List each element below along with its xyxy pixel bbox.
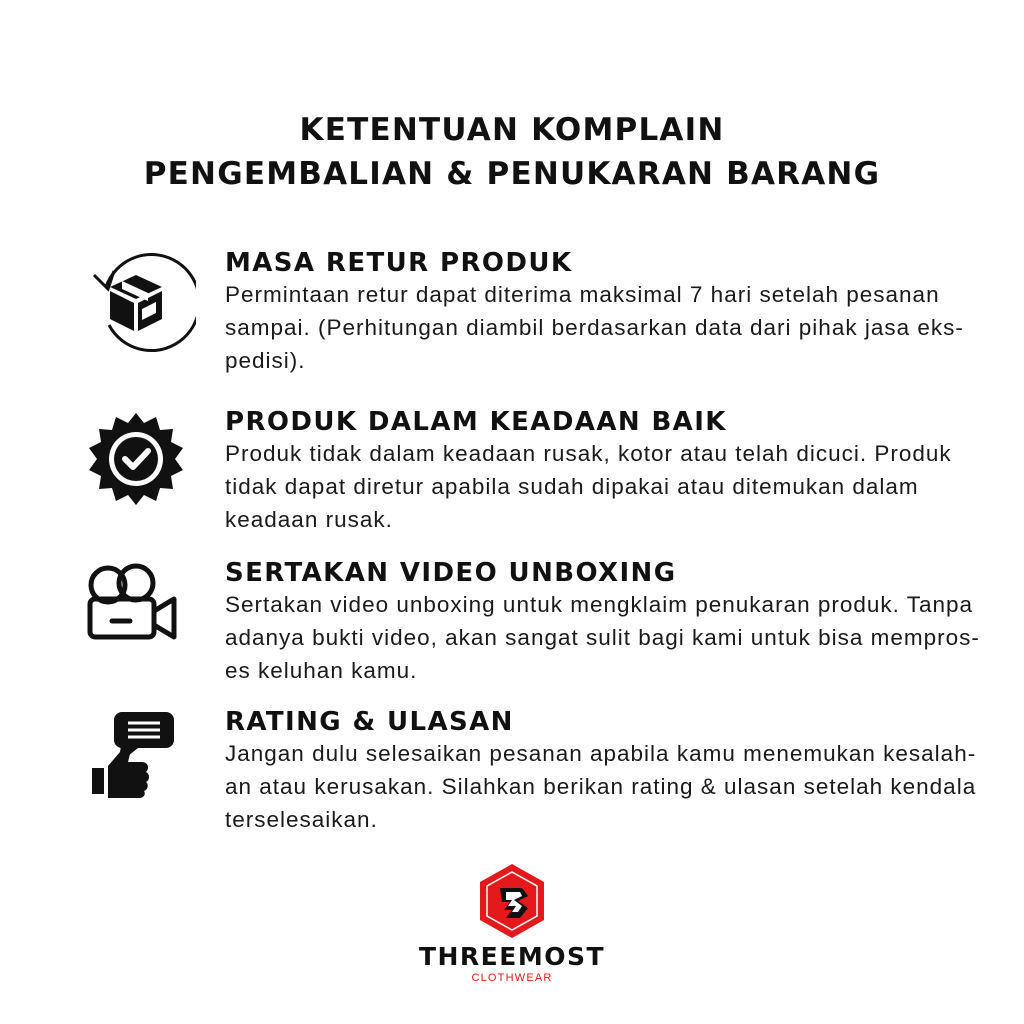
body-line: adanya bukti video, akan sangat sulit bagi kami untuk bisa mempros- bbox=[225, 625, 980, 650]
title-line-2: PENGEMBALIAN & PENUKARAN BARANG bbox=[143, 156, 881, 192]
section-body bbox=[225, 437, 955, 536]
body-line: Permintaan retur dapat diterima maksimal 7 hari setelah pesanan bbox=[225, 282, 940, 307]
brand-tagline: CLOTHWEAR bbox=[471, 972, 553, 984]
brand-name: THREEMOST bbox=[418, 942, 606, 971]
body-line: terselesaikan. bbox=[225, 807, 378, 832]
video-camera-icon bbox=[76, 559, 196, 669]
return-box-icon bbox=[76, 247, 196, 357]
section-body bbox=[225, 278, 964, 377]
section-heading: MASA RETUR PRODUK bbox=[225, 248, 573, 278]
thumbs-up-chat-icon bbox=[76, 704, 196, 814]
body-line: an atau kerusakan. Silahkan berikan rating & ulasan setelah kendala bbox=[225, 774, 977, 799]
body-line: Sertakan video unboxing untuk mengklaim penukaran produk. Tanpa bbox=[225, 592, 974, 617]
body-line: Produk tidak dalam keadaan rusak, kotor atau telah dicuci. Produk bbox=[225, 441, 952, 466]
threemost-logo-icon bbox=[476, 862, 548, 940]
check-badge-icon bbox=[76, 405, 196, 515]
body-line: sampai. (Perhitungan diambil berdasarkan data dari pihak jasa eks- bbox=[225, 315, 964, 340]
section-heading: SERTAKAN VIDEO UNBOXING bbox=[225, 558, 677, 588]
section-heading: RATING & ULASAN bbox=[225, 707, 514, 737]
body-line: Jangan dulu selesaikan pesanan apabila kamu menemukan kesalah- bbox=[225, 741, 977, 766]
body-line: pedisi). bbox=[225, 348, 306, 373]
section-body bbox=[225, 588, 980, 687]
section-heading: PRODUK DALAM KEADAAN BAIK bbox=[225, 407, 727, 437]
page-title bbox=[0, 108, 1024, 196]
body-line: keadaan rusak. bbox=[225, 507, 393, 532]
brand-footer bbox=[0, 862, 1024, 984]
body-line: es keluhan kamu. bbox=[225, 658, 418, 683]
body-line: tidak dapat diretur apabila sudah dipakai atau ditemukan dalam bbox=[225, 474, 919, 499]
section-body bbox=[225, 737, 977, 836]
title-line-1: KETENTUAN KOMPLAIN bbox=[299, 112, 725, 148]
